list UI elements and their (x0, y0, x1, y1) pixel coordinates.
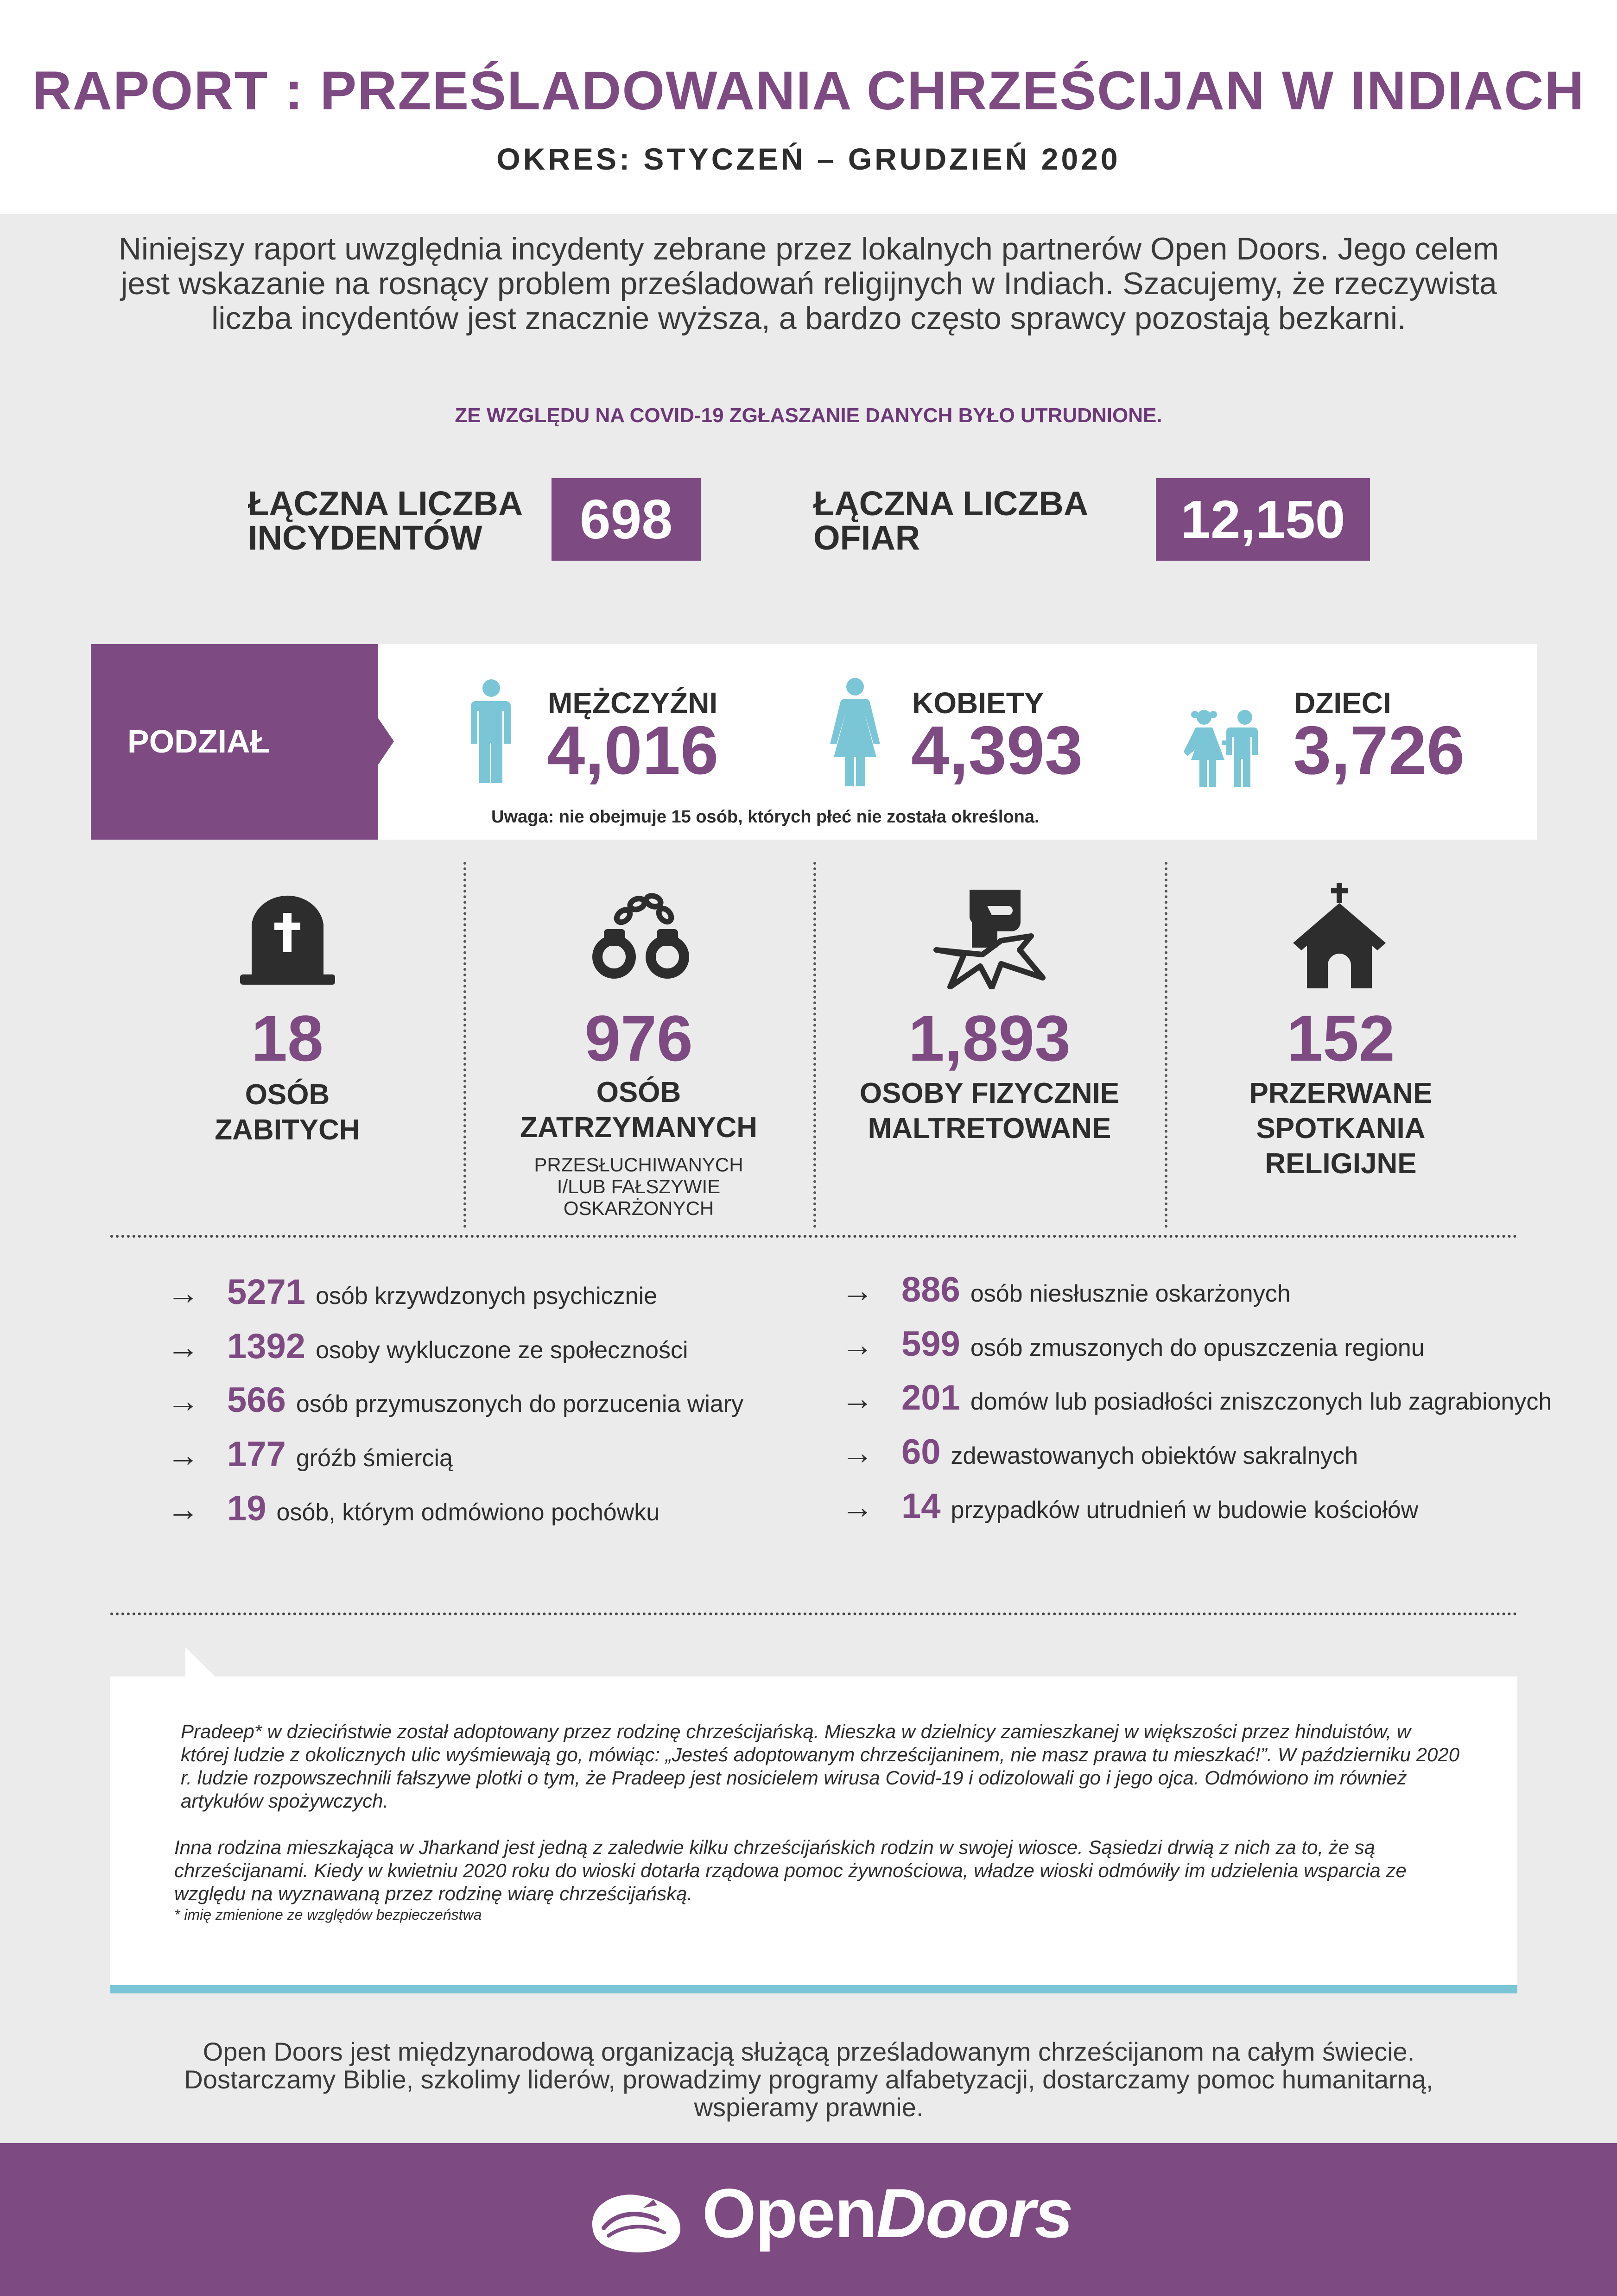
arrow-right-icon: → (167, 1437, 199, 1473)
intro-text: Niniejszy raport uwzględnia incydenty zebrane przez lokalnych partnerów Open Doors. Jego celem jest wskazanie na rosnący problem prześladowań religijnych w Indiach. Szacujemy, że rzeczywista liczba incydentów jest znacznie wyższa, a bardzo często sprawcy pozostają bezkarni. (118, 231, 1499, 336)
list-item: → 5271 osób krzywdzonych psychicznie (167, 1272, 658, 1312)
story-footnote: * imię zmienione ze względów bezpieczeństwa (174, 1906, 482, 1923)
meetings-label: PRZERWANE SPOTKANIA RELIGIJNE (1249, 1077, 1433, 1180)
arrow-right-icon: → (167, 1329, 199, 1365)
list-item: → 1392 osoby wykluczone ze społeczności (167, 1327, 688, 1366)
page-title: RAPORT : PRZEŚLADOWANIA CHRZEŚCIJAN W INDIACH (32, 60, 1585, 121)
detained-label: OSÓB ZATRZYMANYCH (520, 1076, 757, 1144)
stats-divider (813, 862, 816, 1228)
men-label: MĘŻCZYŹNI (548, 686, 718, 720)
total-incidents-label: ŁĄCZNA LICZBA INCYDENTÓW (248, 484, 523, 557)
fist-icon (932, 885, 1047, 989)
arrow-right-icon: → (841, 1489, 874, 1525)
list-item: → 177 gróźb śmiercią (167, 1435, 453, 1474)
total-victims-label: ŁĄCZNA LICZBA OFIAR (813, 484, 1089, 557)
arrow-right-icon: → (167, 1383, 199, 1419)
detained-value: 976 (584, 1002, 693, 1075)
list-item: → 60 zdewastowanych obiektów sakralnych (841, 1432, 1358, 1472)
meetings-value: 152 (1287, 1002, 1395, 1075)
open-doors-logo: OpenDoors (702, 2174, 1072, 2252)
total-victims-value: 12,150 (1156, 478, 1370, 561)
section-divider (110, 1613, 1517, 1615)
men-value: 4,016 (547, 712, 719, 789)
list-item: → 886 osób niesłusznie oskarżonych (841, 1270, 1291, 1309)
detained-sublabel: PRZESŁUCHIWANYCH I/LUB FAŁSZYWIE OSKARŻONYCH (534, 1154, 743, 1219)
arrow-right-icon: → (841, 1327, 874, 1363)
section-divider (110, 1235, 1517, 1238)
arrow-right-icon: → (841, 1435, 874, 1471)
women-label: KOBIETY (912, 686, 1044, 720)
split-label: PODZIAŁ (127, 723, 270, 759)
story-paragraph-1: Pradeep* w dzieciństwie został adoptowany przez rodzinę chrześcijańską. Mieszka w dzielnicy zamieszkanej w większości przez hinduistów, w której ludzie z okolicznych ulic wyśmiewają go, mówiąc: „Jesteś adoptowanym chrześcijaninem, nie masz prawa tu mieszkać!”. W październiku 2020 r. ludzie rozpowszechnili fałszywe plotki o tym, że Pradeep jest nosicielem wirusa Covid-19 i odizolowali go i jego ojca. Odmówiono im również artykułów spożywczych. (181, 1720, 1460, 1812)
children-icon (1182, 709, 1268, 788)
list-item: → 201 domów lub posiadłości zniszczonych lub zagrabionych (841, 1378, 1552, 1417)
children-value: 3,726 (1293, 712, 1465, 789)
list-item: → 599 osób zmuszonych do opuszczenia regionu (841, 1324, 1425, 1364)
gravestone-icon (240, 892, 335, 985)
story-paragraph-2: Inna rodzina mieszkająca w Jharkand jest jedną z zaledwie kilku chrześcijańskich rodzin w swojej wiosce. Sąsiedzi drwią z nich za to, że są chrześcijanami. Kiedy w kwietniu 2020 roku do wioski dotarła rządowa pomoc żywnościowa, władze wioski odmówiły im udzielenia wsparcia ze względu na wyznawaną przez rodzinę wiarę chrześcijańską. (174, 1836, 1407, 1904)
page-subtitle: OKRES: STYCZEŃ – GRUDZIEŃ 2020 (496, 142, 1121, 176)
arrow-right-icon: → (167, 1491, 199, 1527)
arrow-right-icon: → (841, 1380, 874, 1417)
stats-divider (1165, 862, 1167, 1228)
about-text: Open Doors jest międzynarodową organizacją służącą prześladowanym chrześcijanom na całym świecie. Dostarczamy Biblie, szkolimy liderów, prowadzimy programy alfabetyzacji, dostarczamy pomoc humanitarną, wspieramy prawnie. (184, 2037, 1433, 2122)
man-icon (468, 679, 514, 785)
split-note: Uwaga: nie obejmuje 15 osób, których płeć nie została określona. (491, 807, 1040, 827)
abused-label: OSOBY FIZYCZNIE MALTRETOWANE (859, 1077, 1120, 1145)
arrow-right-icon: → (841, 1272, 874, 1309)
open-doors-logo-icon (583, 2187, 687, 2257)
list-item: → 14 przypadków utrudnień w budowie kościołów (841, 1486, 1419, 1526)
stats-divider (463, 862, 466, 1228)
killed-label: OSÓB ZABITYCH (215, 1079, 360, 1146)
woman-icon (827, 677, 883, 786)
list-item: → 19 osób, którym odmówiono pochówku (167, 1489, 660, 1528)
list-item: → 566 osób przymuszonych do porzucenia wiary (167, 1380, 744, 1420)
abused-value: 1,893 (908, 1002, 1071, 1075)
killed-value: 18 (251, 1002, 323, 1075)
total-incidents-value: 698 (552, 478, 701, 561)
covid-note: ZE WZGLĘDU NA COVID-19 ZGŁASZANIE DANYCH BYŁO UTRUDNIONE. (455, 404, 1162, 427)
arrow-right-icon: → (167, 1275, 199, 1311)
women-value: 4,393 (911, 712, 1083, 789)
story-box-notch (185, 1647, 216, 1677)
split-tag-arrow (378, 718, 394, 765)
story-box (110, 1676, 1517, 1993)
church-icon (1293, 883, 1386, 989)
children-label: DZIECI (1294, 686, 1391, 720)
handcuffs-icon (591, 887, 691, 985)
